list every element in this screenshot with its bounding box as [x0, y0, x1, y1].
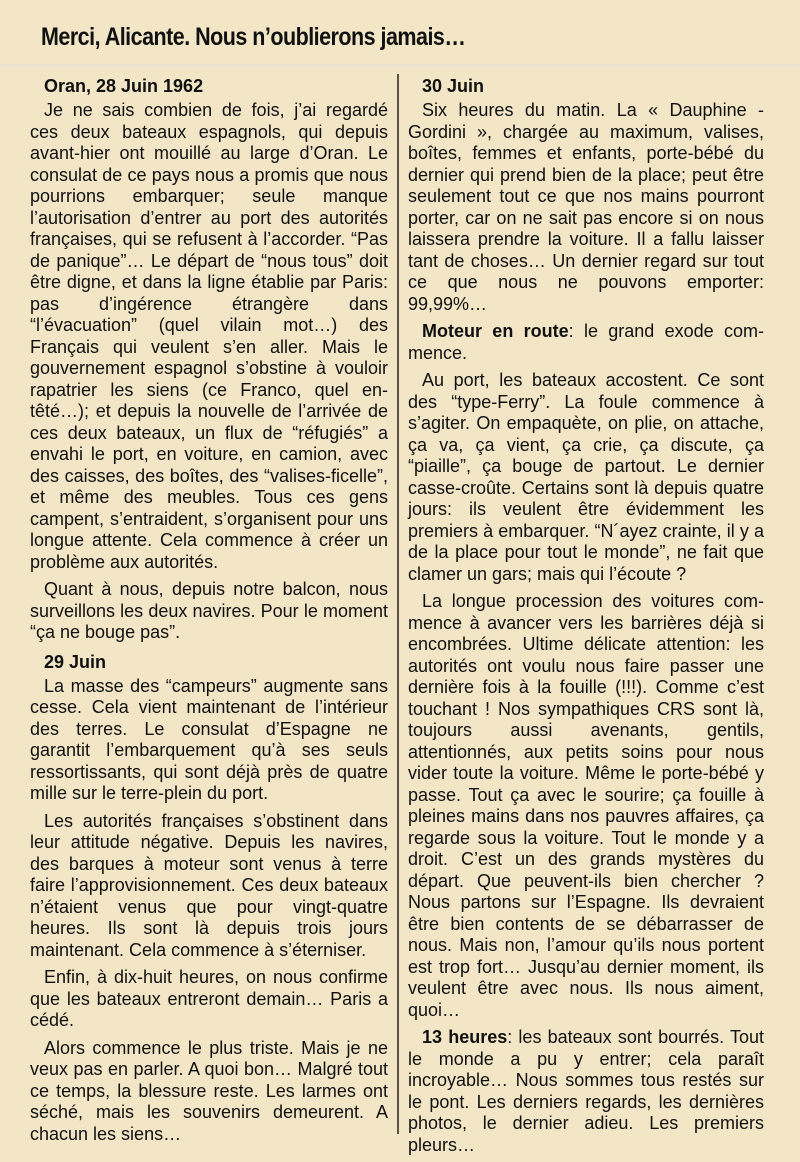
- paragraph: Au port, les bateaux accostent. Ce sont des “type-Ferry”. La foule commence à s’agiter. On empaquète, on plie, on attache, ça va, ça vient, ça crie, ça discute, ça “piaille”, ça bouge de partout. Le dernier casse-croûte. Certains sont là depuis quatre jours: ils veulent être évidemment les premiers à embarquer. “N´ayez crainte, il y a de la place pour tout le monde”, ne fait que clamer un gars; mais qui l’écoute ?: [408, 370, 764, 584]
- column-divider: [397, 74, 399, 1134]
- paragraph: Six heures du matin. La « Dauphine - Gordini », chargée au maximum, valises, boîtes, femmes et enfants, porte-bébé du dernier qui prend bien de la place; peut être seulement tout ce que nos mains pourront porter, car on ne sait pas encore si on nous laissera prendre la voiture. Il a fallu laisser tant de choses… Un dernier regard sur tout ce que nous ne pouvons emporter: 99,99%…: [408, 100, 764, 314]
- paragraph: Quant à nous, depuis notre balcon, nous surveillons les deux navires. Pour le moment “ça ne bouge pas”.: [30, 579, 388, 642]
- paragraph: [408, 321, 764, 364]
- inline-bold-lead: 13 heures: [422, 1027, 508, 1047]
- article-title: Merci, Alicante. Nous n’oublierons jamais…: [41, 23, 466, 51]
- left-column: [30, 74, 388, 1151]
- paragraph: La longue procession des voitures commence à avancer vers les barrières déjà si encombrées. Ultime délicate attention: les autorités ont voulu nous faire passer une dernière fois à la fouille (!!!). Comme c’est touchant ! Nos sympathiques CRS sont là, toujours aussi avenants, gentils, attentionnés, aux petits soins pour nous vider toute la voiture. Même le porte-bébé y passe. Tout ça avec le sourire; ça fouille à pleines mains dans nos pauvres affaires, ça regarde sous la voiture. Tout le monde y a droit. C’est un des grands mystères du départ. Que peuvent-ils bien chercher ? Nous partons sur l’Espagne. Ils devraient être bien contents de se débarrasser de nous. Mais non, l’amour qu’ils nous portent est trop fort… Jusqu’au dernier moment, ils veulent être avec nous. Ils nous aiment, quoi…: [408, 591, 764, 1020]
- paragraph: La masse des “campeurs” augmente sans cesse. Cela vient maintenant de l’intérieur des terres. Le consulat d’Espagne ne garantit l’embarquement qu’à ses seuls ressortissants, qui sont déjà près de quatre mille sur le terre-plein du port.: [30, 675, 388, 803]
- paragraph: Alors commence le plus triste. Mais je ne veux pas en parler. A quoi bon… Malgré tout ce temps, la blessure reste. Les larmes ont séché, mais les souvenirs demeurent. A chacun les siens…: [30, 1037, 388, 1144]
- inline-bold-lead: Moteur en route: [422, 321, 569, 341]
- date-heading-30-juin: 30 Juin: [422, 76, 485, 96]
- right-column: [408, 74, 764, 1162]
- date-heading-29-juin: 29 Juin: [44, 651, 107, 672]
- paragraph: [408, 1027, 764, 1156]
- date-heading-28-juin: Oran, 28 Juin 1962: [44, 76, 204, 96]
- paragraph-text: : le grand exode commence.: [408, 321, 764, 363]
- paragraph: Les autorités françaises s’obstinent dans leur attitude négative. Depuis les navires, des barques à moteur sont venus à terre faire l’approvisionnement. Ces deux bateaux n’étaient venus que pour vingt-quatre heures. Ils sont là depuis trois jours maintenant. Cela commence à s’éterniser.: [30, 810, 388, 960]
- paragraph-text: : les bateaux sont bourrés. Tout le monde a pu y entrer; cela paraît incroyable… Nous sommes tous restés sur le pont. Les derniers regards, les dernières photos, le dernier adieu. Les premiers pleurs…: [408, 1027, 764, 1155]
- paragraph: Enfin, à dix-huit heures, on nous confirme que les bateaux entreront demain… Paris a cédé.: [30, 967, 388, 1030]
- title-rule: [0, 64, 800, 67]
- paragraph: Je ne sais combien de fois, j’ai regardé ces deux bateaux espagnols, qui depuis avant-hier ont mouillé au large d’Oran. Le consulat de ce pays nous a promis que nous pourrions embarquer; seule manque l’autorisation d’entrer au port des autorités françaises, qui se refusent à l’accorder. “Pas de panique”… Le départ de “nous tous” doit être digne, et dans la ligne établie par Paris: pas d’ingérence étrangère dans “l’évacuation” (quel vilain mot…) des Français qui veulent s’en aller. Mais le gouvernement espagnol s’obstine à vouloir rapatrier les siens (ce Franco, quel entêté…); et depuis la nouvelle de l’arrivée de ces deux bateaux, un flux de “réfugiés” a envahi le port, en voiture, en camion, avec des caisses, des boîtes, des “valises-ficelle”, et même des meubles. Tous ces gens campent, s’entraident, s’organisent pour uns longue attente. Cela commence à créer un problème aux autorités.: [30, 100, 388, 572]
